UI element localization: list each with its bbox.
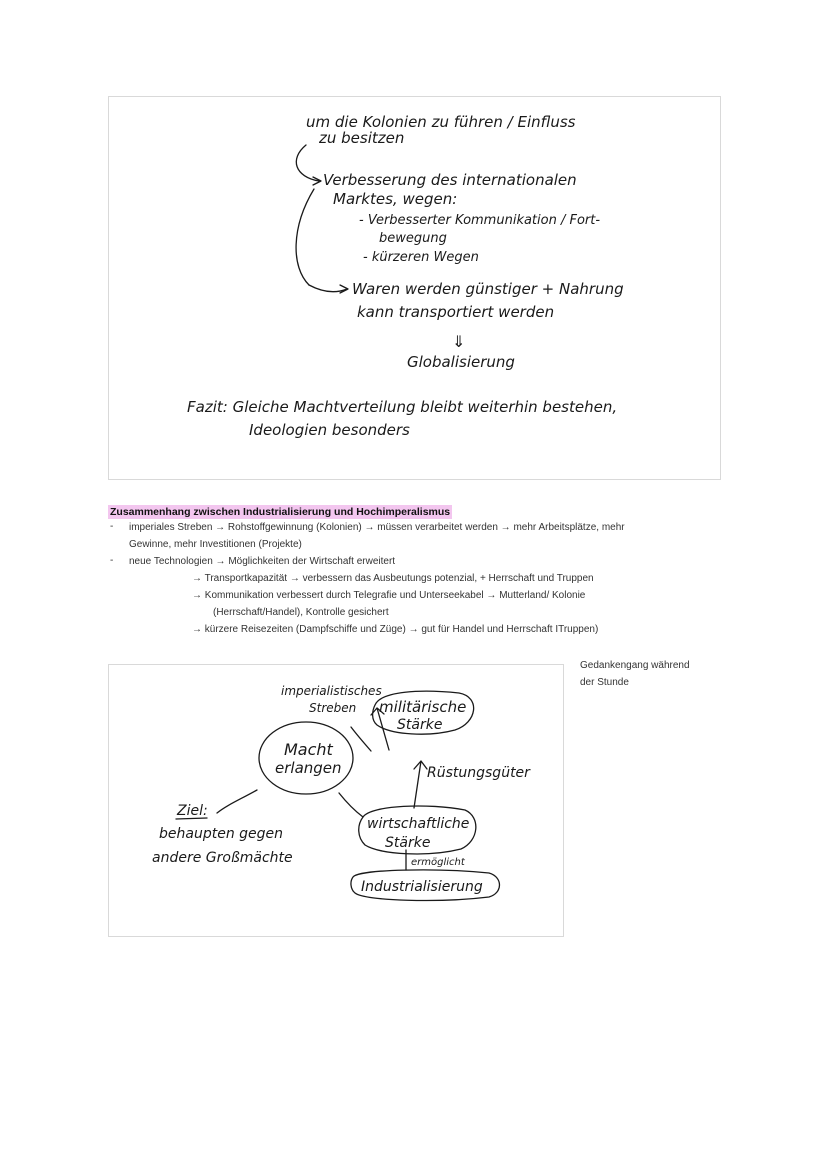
hw-line-2: zu besitzen bbox=[319, 129, 405, 147]
node-ermoeglicht: ermöglicht bbox=[411, 857, 465, 868]
handwriting-canvas-top bbox=[109, 97, 720, 479]
arrow-ruestung bbox=[414, 761, 427, 808]
node-wirtschaft-line-2: Stärke bbox=[385, 835, 431, 851]
side-note-line-1: Gedankengang während bbox=[580, 660, 690, 671]
hw-line-5: - Verbesserter Kommunikation / Fort- bbox=[359, 213, 601, 228]
side-note-line-2: der Stunde bbox=[580, 677, 629, 688]
node-ziel-line-1: behaupten gegen bbox=[159, 826, 284, 842]
hw-line-1: um die Kolonien zu führen / Einfluss bbox=[306, 113, 576, 131]
node-wirtschaft-line-1: wirtschaftliche bbox=[367, 816, 470, 832]
node-imperial-line-2: Streben bbox=[309, 701, 357, 715]
mindmap-diagram bbox=[108, 664, 564, 937]
bullet-dash-2: - bbox=[110, 555, 114, 566]
sub-bullet-3: → kürzere Reisezeiten (Dampfschiffe und Züge) → gut für Handel und Herrschaft ITruppen) bbox=[192, 624, 599, 635]
hw-line-4: Marktes, wegen: bbox=[333, 190, 458, 208]
hw-fazit-2: Ideologien besonders bbox=[249, 421, 410, 439]
bracket-line bbox=[296, 189, 314, 285]
section-heading: Zusammenhang zwischen Industrialisierung und Hochimperalismus bbox=[110, 506, 451, 518]
node-imperial-line-1: imperialistisches bbox=[281, 684, 382, 698]
arrowhead-2 bbox=[340, 285, 348, 293]
sub-bullet-2-line-1: → Kommunikation verbessert durch Telegrafie und Unterseekabel → Mutterland/ Kolonie bbox=[192, 590, 586, 601]
node-ziel-label: Ziel: bbox=[177, 803, 208, 819]
sub-bullet-1: → Transportkapazität → verbessern das Ausbeutungs potenzial, + Herrschaft und Truppen bbox=[192, 573, 594, 584]
node-ziel-line-2: andere Großmächte bbox=[152, 850, 293, 866]
link-macht-wirtschaft bbox=[339, 793, 363, 817]
hw-line-7: - kürzeren Wegen bbox=[363, 250, 479, 265]
hw-line-9: kann transportiert werden bbox=[357, 303, 555, 321]
sub-bullet-2-line-2: (Herrschaft/Handel), Kontrolle gesichert bbox=[213, 607, 389, 618]
hw-line-8: Waren werden günstiger + Nahrung bbox=[352, 280, 624, 298]
link-macht-militaer bbox=[351, 727, 371, 751]
node-militaer-line-1: militärische bbox=[379, 698, 467, 716]
hw-fazit-1: Fazit: Gleiche Machtverteilung bleibt weiterhin bestehen, bbox=[187, 398, 618, 416]
node-ruestung: Rüstungsgüter bbox=[427, 765, 530, 781]
hw-line-6: bewegung bbox=[379, 231, 447, 246]
side-note bbox=[580, 657, 720, 691]
node-militaer-line-2: Stärke bbox=[397, 717, 443, 733]
node-macht-line-1: Macht bbox=[284, 740, 333, 759]
mindmap-canvas bbox=[109, 665, 563, 936]
handwritten-notes-top bbox=[108, 96, 721, 480]
node-industrial: Industrialisierung bbox=[361, 879, 483, 895]
bullet-1-line-2: Gewinne, mehr Investitionen (Projekte) bbox=[129, 539, 302, 550]
bracket-arrow-1 bbox=[296, 145, 319, 181]
hw-line-3: Verbesserung des internationalen bbox=[323, 171, 577, 189]
bullet-dash-1: - bbox=[110, 521, 114, 532]
link-macht-ziel bbox=[217, 790, 257, 813]
node-macht-line-2: erlangen bbox=[275, 759, 342, 777]
bullet-2: neue Technologien → Möglichkeiten der Wirtschaft erweitert bbox=[129, 556, 396, 567]
hw-arrow-down: ⇓ bbox=[452, 332, 466, 351]
hw-globalisierung: Globalisierung bbox=[407, 353, 515, 371]
bullet-1-line-1: imperiales Streben → Rohstoffgewinnung (Kolonien) → müssen verarbeitet werden → mehr Arbeitsplätze, mehr bbox=[129, 522, 625, 533]
